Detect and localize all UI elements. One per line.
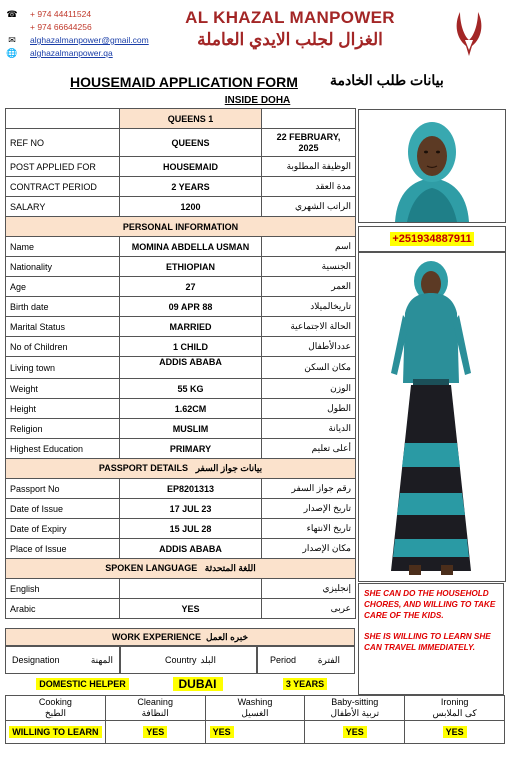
email-link[interactable]: alghazalmanpower@gmail.com [30,35,149,45]
contract-value: 2 YEARS [120,177,262,197]
row-label-ar: الطول [262,399,356,419]
designation-header [5,646,120,674]
row-value: 15 JUL 28 [120,519,262,539]
queens-header: QUEENS 1 [120,109,262,129]
row-label: Date of Issue [6,499,120,519]
phone-2: + 974 66644256 [30,22,92,32]
form-location: INSIDE DOHA [224,95,291,106]
row-value: 1 CHILD [120,337,262,357]
skill-name-ar: كى الملابس [432,708,477,718]
country-header [120,646,257,674]
row-label-ar: رقم جواز السفر [262,479,356,499]
row-label-ar: تاريخ الإصدار [262,499,356,519]
row-label: Height [6,399,120,419]
row-value: 09 APR 88 [120,297,262,317]
passport-section-ar: بيانات جواز السفر [195,463,263,473]
note-chores: SHE CAN DO THE HOUSEHOLD CHORES, AND WILLING TO TAKE CARE OF THE KIDS. [364,589,496,620]
skill-name: Washing [237,697,273,707]
row-label-ar: العمر [262,277,356,297]
spoken-language-header [6,559,356,579]
skill-name-ar: النظافة [141,708,169,718]
designation-label: Designation [12,655,60,665]
designation-cell [5,674,160,694]
period-label-ar: الفترة [317,655,340,665]
period-header [257,646,355,674]
ref-label: REF NO [6,129,120,157]
row-value: MOMINA ABDELLA USMAN [120,237,262,257]
row-label-ar: تاريخالميلاد [262,297,356,317]
row-value: MUSLIM [120,419,262,439]
website-row [6,47,176,60]
row-label: Date of Expiry [6,519,120,539]
row-label-ar: الجنسية [262,257,356,277]
skill-answer [105,721,205,744]
row-value: 1.62CM [120,399,262,419]
post-label-ar: الوظيفة المطلوبة [262,157,356,177]
row-label: Age [6,277,120,297]
row-value [120,579,262,599]
designation-label-ar: المهنة [90,655,113,665]
row-label: Marital Status [6,317,120,337]
country-value: DUBAI [173,677,223,691]
row-label: Highest Education [6,439,120,459]
row-label: Passport No [6,479,120,499]
row-label: Place of Issue [6,539,120,559]
row-label-ar: مكان السكن [262,357,356,379]
skill-header [6,696,106,721]
row-label: Arabic [6,599,120,619]
post-value: HOUSEMAID [120,157,262,177]
skill-answer [405,721,505,744]
country-label-ar: البلد [200,655,216,665]
gazelle-horns-logo-icon [452,10,486,58]
row-value: ADDIS ABABA [120,539,262,559]
row-label-ar: عربى [262,599,356,619]
row-label: Living town [6,357,120,379]
portrait-photo-image [359,110,505,222]
phone-number-box [358,226,506,252]
skills-table [5,695,505,744]
candidate-phone: +251934887911 [392,233,472,245]
salary-label-ar: الراتب الشهري [262,197,356,217]
skill-header [205,696,305,721]
application-table [5,108,356,619]
skill-header [405,696,505,721]
salary-label: SALARY [6,197,120,217]
globe-icon: 🌐 [6,48,18,58]
work-section-en: WORK EXPERIENCE [111,632,201,642]
skill-value: YES [143,726,167,738]
phone-1: + 974 44411524 [30,9,92,19]
contact-info [6,8,176,60]
country-label: Country [165,655,197,665]
row-label: Name [6,237,120,257]
phone-row-2 [6,21,176,34]
skill-name: Cleaning [137,697,173,707]
row-label: Weight [6,379,120,399]
row-value: PRIMARY [120,439,262,459]
row-label-ar: إنجليزي [262,579,356,599]
personal-info-header: PERSONAL INFORMATION [6,217,356,237]
company-name-en: AL KHAZAL MANPOWER [185,8,395,27]
email-icon: ✉ [8,35,16,45]
row-label: English [6,579,120,599]
portrait-photo [358,109,506,223]
period-value: 3 YEARS [283,678,327,690]
work-experience-header [5,628,355,646]
row-label-ar: تاريخ الانتهاء [262,519,356,539]
skill-name: Baby-sitting [331,697,379,707]
full-body-photo-image [359,253,505,581]
contract-label: CONTRACT PERIOD [6,177,120,197]
row-value: MARRIED [120,317,262,337]
skill-value: YES [443,726,467,738]
skill-header [105,696,205,721]
work-section-ar: خبره العمل [205,632,249,642]
row-label-ar: الديانة [262,419,356,439]
form-title: HOUSEMAID APPLICATION FORM [70,74,298,90]
row-label: No of Children [6,337,120,357]
row-label-ar: عددالأطفال [262,337,356,357]
skill-name-ar: تربية الأطفال [330,708,380,718]
telephone-icon: ☎ [6,9,18,19]
row-label: Nationality [6,257,120,277]
skill-answer [305,721,405,744]
candidate-notes [358,583,504,695]
period-cell [255,674,355,694]
skill-answer [205,721,305,744]
website-link[interactable]: alghazalmanpower.qa [30,48,113,58]
passport-details-header [6,459,356,479]
skill-value: YES [210,726,234,738]
row-value: EP8201313 [120,479,262,499]
language-section-en: SPOKEN LANGUAGE [105,563,198,573]
language-section-ar: اللغة المتحدثة [204,563,256,573]
company-name-ar: الغزال لجلب الايدي العاملة [197,30,383,49]
note-willing: SHE IS WILLING TO LEARN SHE CAN TRAVEL IMMEDIATELY. [364,632,491,652]
period-label: Period [270,655,297,665]
designation-value: DOMESTIC HELPER [36,678,129,690]
ref-value: QUEENS [120,129,262,157]
form-title-ar: بيانات طلب الخادمة [330,72,444,88]
post-label: POST APPLIED FOR [6,157,120,177]
country-cell [160,674,235,694]
skill-name: Ironing [440,697,469,707]
skill-name: Cooking [38,697,72,707]
row-value: YES [120,599,262,619]
row-value: ETHIOPIAN [120,257,262,277]
row-value: 17 JUL 23 [120,499,262,519]
row-label-ar: الحالة الاجتماعية [262,317,356,337]
row-value: 55 KG [120,379,262,399]
row-label-ar: اسم [262,237,356,257]
skill-value: YES [343,726,367,738]
full-body-photo [358,252,506,582]
skill-name-ar: الغسيل [241,708,269,718]
row-label: Religion [6,419,120,439]
contract-label-ar: مدة العقد [262,177,356,197]
row-label-ar: الوزن [262,379,356,399]
form-date: 22 FEBRUARY, 2025 [262,129,356,157]
row-label: Birth date [6,297,120,317]
row-label-ar: أعلى تعليم [262,439,356,459]
email-row [6,34,176,47]
skill-name-ar: الطبخ [44,708,66,718]
salary-value: 1200 [120,197,262,217]
skill-header [305,696,405,721]
skill-value: WILLING TO LEARN [9,726,101,738]
skill-answer [6,721,106,744]
row-value: ADDIS ABABA [120,357,262,379]
phone-row-1 [6,8,176,21]
row-value: 27 [120,277,262,297]
passport-section-en: PASSPORT DETAILS [98,463,189,473]
row-label-ar: مكان الإصدار [262,539,356,559]
